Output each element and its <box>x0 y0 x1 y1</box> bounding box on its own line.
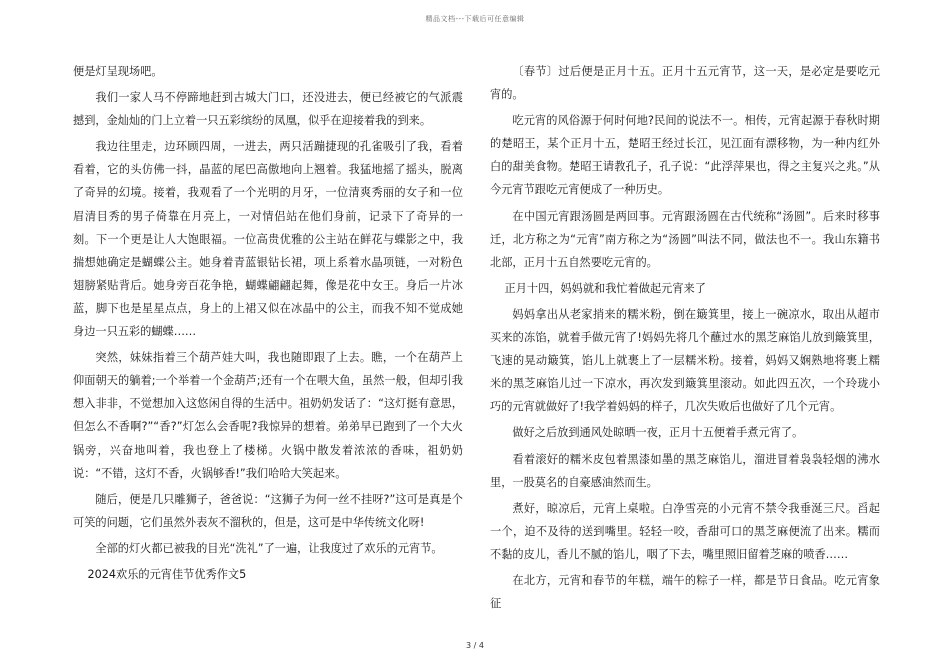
paragraph: 煮好，晾凉后，元宵上桌啦。白净雪亮的小元宵不禁令我垂涎三尺。舀起一个，迫不及待的送到嘴里。轻轻一咬，香甜可口的黑芝麻便流了出来。糯而不黏的皮儿，香儿不腻的馅儿，咽了下去，嘴里照旧留着芝麻的喷香…… <box>490 501 880 561</box>
paragraph: 全部的灯火都已被我的目光“洗礼”了一遍，让我度过了欢乐的元宵节。 <box>95 541 443 555</box>
paragraph: 在中国元宵跟汤圆是两回事。元宵跟汤圆在古代统称“汤圆”。后来时移事迁，北方称之为“元宵”南方称之为“汤圆”叫法不同，做法也不一。我山东籍书北部，正月十五自然要吃元宵的。 <box>490 209 880 269</box>
paragraph: 在北方，元宵和春节的年糕，端午的粽子一样，都是节日食品。吃元宵象征 <box>490 573 880 611</box>
document-header: 精品文档---下载后可任意编辑 <box>425 15 525 23</box>
paragraph: 吃元宵的风俗源于何时何地?民间的说法不一。相传，元宵起源于春秋时期的楚昭王，某个正月十五，楚昭王经过长江，见江面有漂移物，为一种内红外白的甜美食物。楚昭王请教孔子，孔子说：“此浮萍果也，得之主复兴之兆。”从今元宵节跟吃元宵便成了一种历史。 <box>490 114 880 197</box>
paragraph: 做好之后放到通风处晾晒一夜，正月十五便着手煮元宵了。 <box>512 426 804 440</box>
page-number: 3 / 4 <box>466 641 484 650</box>
right-column <box>490 60 880 618</box>
paragraph: 看着滚好的糯米皮包着黑漆如墨的黑芝麻馅儿，溜进冒着袅袅轻烟的沸水里，一股莫名的自豪感油然而生。 <box>490 452 880 489</box>
paragraph: 突然，妹妹指着三个葫芦娃大叫，我也随即跟了上去。瞧，一个在葫芦上仰面朝天的躺着;一个举着一个金葫芦;还有一个在喂大鱼，虽然一般，但却引我想入非非，不觉想加入这悠闲自得的生活中。祖奶奶发话了：“这灯挺有意思，但怎么不香啊?”“香?”灯怎么会香呢?我惊异的想着。弟弟早已跑到了一个大火锅旁，兴奋地叫着，我也登上了楼梯。火锅中散发着浓浓的香味，祖奶奶说：“不错，这灯不香，火锅够香!”我们哈哈大笑起来。 <box>73 351 463 480</box>
paragraph: 正月十四，妈妈就和我忙着做起元宵来了 <box>504 281 706 295</box>
paragraph: 妈妈拿出从老家捎来的糯米粉，倒在簸箕里，接上一碗凉水，取出从超市买来的冻馅，就着手做元宵了!妈妈先将几个蘸过水的黑芝麻馅儿放到簸箕里，飞速的晃动簸箕，馅儿上就裹上了一层糯米粉。接着，妈妈又娴熟地将裹上糯米的黑芝麻馅儿过一下凉水，再次发到簸箕里滚动。如此四五次，一个玲珑小巧的元宵就做好了!我学着妈妈的样子，几次失败后也做好了几个元宵。 <box>490 307 880 414</box>
paragraph: 随后，便是几只雕狮子，爸爸说：“这狮子为何一丝不挂呀?”这可是真是个可笑的问题，它们虽然外表灰不溜秋的，但是，这可是中华传统文化呀! <box>73 492 463 529</box>
paragraph: 我边往里走，边环顾四周，一进去，两只活蹦捷现的孔雀吸引了我，看着看着，它的头仿佛一抖，晶蓝的尾巴高傲地向上翘着。我猛地摇了摇头，脱离了奇异的幻境。接着，我观看了一个光明的月牙，一位清爽秀丽的女子和一位眉清目秀的男子倚靠在月亮上，一对情侣站在他们身前，记录下了奇异的一刻。下一个更是让人大饱眼福。一位高贵优雅的公主站在鲜花与蝶影之中，我揣想她确定是蝴蝶公主。她身着青蓝银钻长裙，项上系着水晶项链，一对粉色翅膀紧贴背后。她身旁百花争艳，蝴蝶翩翩起舞，像是花中女王。身后一片冰蓝，脚下也是星星点点，身上的上裙又似在冰晶中的公主，而我不知不觉成她身边一只五彩的蝴蝶…… <box>73 140 463 339</box>
paragraph: 我们一家人马不停蹄地赶到古城大门口，还没进去，便已经被它的气派震撼到，金灿灿的门上立着一只五彩缤纷的凤凰，似乎在迎接着我的到来。 <box>73 91 463 128</box>
left-column <box>73 60 463 589</box>
paragraph: 〔春节〕过后便是正月十五。正月十五元宵节，这一天，是必定是要吃元宵的。 <box>490 65 880 102</box>
section-title: 2024欢乐的元宵佳节优秀作文5 <box>87 567 247 581</box>
paragraph: 便是灯呈现场吧。 <box>73 65 163 78</box>
